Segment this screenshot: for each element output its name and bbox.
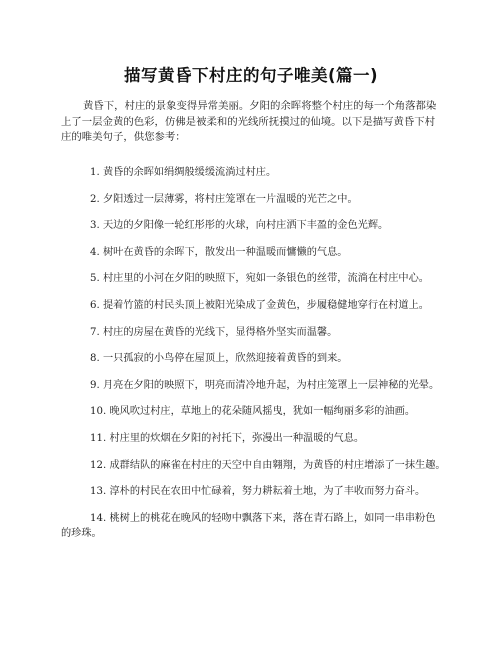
list-item: 13. 淳朴的村民在农田中忙碌着，努力耕耘着土地，为了丰收而努力奋斗。 (90, 486, 426, 498)
list-item: 1. 黄昏的余晖如绢绸般缓缓流淌过村庄。 (90, 167, 277, 178)
list-item: 11. 村庄里的炊烟在夕阳的衬托下，弥漫出一种温暖的气息。 (90, 432, 365, 444)
list-item: 8. 一只孤寂的小鸟停在屋顶上，欣然迎接着黄昏的到来。 (90, 353, 348, 365)
list-item: 9. 月亮在夕阳的映照下，明亮而清冷地升起，为村庄笼罩上一层神秘的光晕。 (90, 379, 440, 391)
list-item-continuation: 的珍珠。 (61, 527, 102, 539)
list-item: 7. 村庄的房屋在黄昏的光线下，显得格外坚实而温馨。 (90, 326, 338, 338)
list-item (61, 511, 450, 541)
list-item: 2. 夕阳透过一层薄雾，将村庄笼罩在一片温暖的光芒之中。 (90, 193, 358, 205)
list-item: 12. 成群结队的麻雀在村庄的天空中自由翱翔，为黄昏的村庄增添了一抹生趣。 (90, 459, 446, 471)
document-title: 描写黄昏下村庄的句子唯美(篇一) (123, 66, 379, 85)
list-item-line: 14. 桃树上的桃花在晚风的轻吻中飘落下来，落在青石路上，如同一串串粉色 (90, 512, 436, 524)
list-item: 10. 晚风吹过村庄，草地上的花朵随风摇曳，犹如一幅绚丽多彩的油画。 (90, 406, 416, 418)
intro-paragraph: 黄昏下，村庄的景象变得异常美丽。夕阳的余晖将整个村庄的每一个角落都染上了一层金黄的色彩，仿佛是被柔和的光线所抚摸过的仙境。以下是描写黄昏下村庄的唯美句子，供您参考： (61, 100, 437, 144)
list-item: 4. 树叶在黄昏的余晖下，散发出一种温暖而慵懒的气息。 (90, 246, 348, 258)
list-item: 3. 天边的夕阳像一轮红彤彤的火球，向村庄洒下丰盈的金色光辉。 (90, 220, 389, 232)
list-item: 5. 村庄里的小河在夕阳的映照下，宛如一条银色的丝带，流淌在村庄中心。 (90, 273, 429, 285)
sentence-list (61, 165, 450, 552)
list-item: 6. 提着竹篮的村民头顶上被阳光染成了金黄色，步履稳健地穿行在村道上。 (90, 299, 429, 311)
